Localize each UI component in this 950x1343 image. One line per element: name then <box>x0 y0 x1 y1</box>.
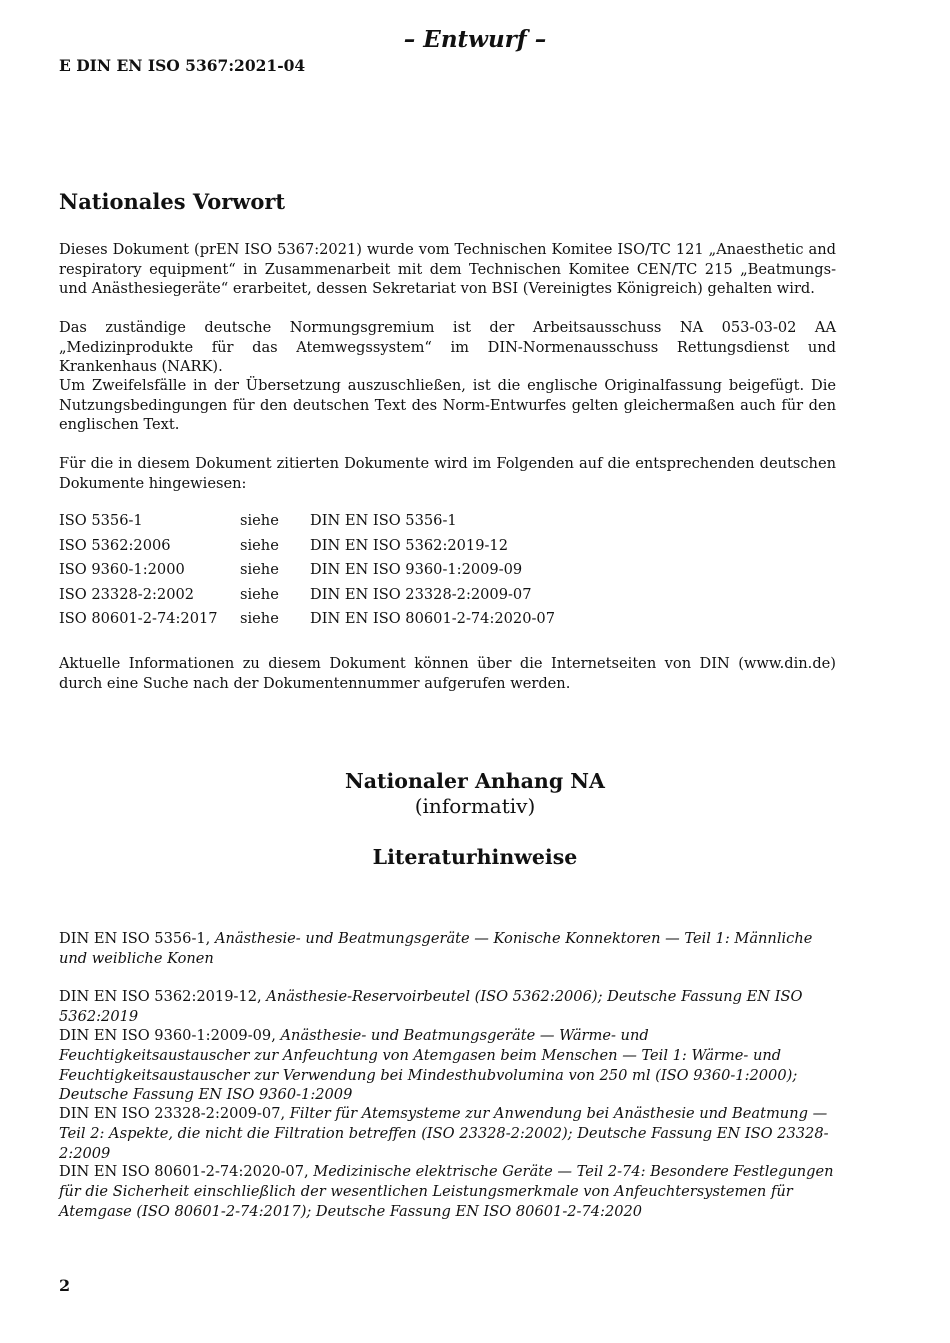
bibliography-ref: DIN EN ISO 9360-1:2009-09, <box>59 1027 276 1044</box>
foreword-paragraph-3: Um Zweifelsfälle in der Übersetzung auszuschließen, ist die englische Originalfassung beigefügt. Die Nutzungsbedingungen für den deutschen Text des Norm-Entwurfes gelten gleichermaßen auch für den englischen Text. <box>59 377 836 433</box>
foreword-paragraph-1: Dieses Dokument (prEN ISO 5367:2021) wurde vom Technischen Komitee ISO/TC 121 „Anaesthetic and respiratory equipment“ in Zusammenarbeit mit dem Technischen Komitee CEN/TC 215 „Beatmungs- und Anästhesiegeräte“ erarbeitet, dessen Sekretariat von BSI (Vereinigtes Königreich) gehalten wird. <box>59 241 836 297</box>
bibliography-entry <box>59 929 836 969</box>
reference-row <box>59 586 555 611</box>
reference-iso: ISO 5356-1 <box>59 512 143 529</box>
literature-title: Literaturhinweise <box>372 845 578 869</box>
foreword-closing-paragraph: Aktuelle Informationen zu diesem Dokument können über die Internetseiten von DIN (www.din.de) durch eine Suche nach der Dokumentennummer aufgerufen werden. <box>59 655 836 692</box>
bibliography-entry <box>59 1026 836 1105</box>
bibliography-ref: DIN EN ISO 23328-2:2009-07, <box>59 1105 286 1122</box>
reference-see: siehe <box>240 536 279 554</box>
bibliography-title: Anästhesie- und Beatmungsgeräte — Konische Konnektoren — Teil 1: Männliche und weibliche Konen <box>59 930 813 967</box>
bibliography-title: Anästhesie- und Beatmungsgeräte — Wärme- und Feuchtigkeitsaustauscher zur Anfeuchtung von Atemgasen beim Menschen — Teil 1: Wärme- und Feuchtigkeitsaustauscher zur Verwendung bei Mindesthubvolumina von 250 ml (ISO 9360-1:2000); Deutsche Fassung EN ISO 9360-1:2009 <box>59 1027 798 1104</box>
reference-see: siehe <box>240 561 279 578</box>
bibliography-entry <box>59 987 836 1027</box>
foreword-title: Nationales Vorwort <box>59 189 286 214</box>
annex-title: Nationaler Anhang NA <box>345 769 605 793</box>
document-id: E DIN EN ISO 5367:2021-04 <box>59 56 306 75</box>
reference-din: DIN EN ISO 9360-1:2009-09 <box>310 561 523 578</box>
bibliography-title: Anästhesie-Reservoirbeutel (ISO 5362:2006); Deutsche Fassung EN ISO 5362:2019 <box>59 988 803 1025</box>
reference-iso: ISO 80601-2-74:2017 <box>59 610 218 627</box>
foreword-paragraph-4: Für die in diesem Dokument zitierten Dokumente wird im Folgenden auf die entsprechenden deutschen Dokumente hingewiesen: <box>59 455 836 492</box>
reference-din: DIN EN ISO 5362:2019-12 <box>310 536 508 554</box>
reference-iso: ISO 5362:2006 <box>59 536 171 554</box>
reference-see: siehe <box>240 512 279 529</box>
reference-iso: ISO 23328-2:2002 <box>59 585 195 603</box>
bibliography-title: Medizinische elektrische Geräte — Teil 2-74: Besondere Festlegungen für die Sicherheit einschließlich der wesentlichen Leistungsmerkmale von Anfeuchtersystemen für Atemgase (ISO 80601-2-74:2017); Deutsche Fassung EN ISO 80601-2-74:2020 <box>59 1163 834 1220</box>
reference-row <box>59 561 555 586</box>
bibliography-entry <box>59 1104 836 1163</box>
bibliography-ref: DIN EN ISO 80601-2-74:2020-07, <box>59 1163 309 1180</box>
reference-iso: ISO 9360-1:2000 <box>59 561 185 578</box>
page-number: 2 <box>59 1276 71 1295</box>
reference-din: DIN EN ISO 80601-2-74:2020-07 <box>310 610 556 627</box>
reference-row <box>59 537 555 562</box>
foreword-paragraph-2: Das zuständige deutsche Normungsgremium ist der Arbeitsausschuss NA 053-03-02 AA „Medizinprodukte für das Atemwegssystem“ im DIN-Normenausschuss Rettungsdienst und Krankenhaus (NARK). <box>59 319 836 375</box>
annex-subtitle: (informativ) <box>414 794 536 818</box>
reference-row <box>59 512 555 537</box>
reference-table <box>59 512 555 635</box>
bibliography-title: Filter für Atemsysteme zur Anwendung bei Anästhesie und Beatmung — Teil 2: Aspekte, die nicht die Filtration betreffen (ISO 23328-2:2002); Deutsche Fassung EN ISO 23328-2:2009 <box>59 1105 829 1162</box>
reference-see: siehe <box>240 610 279 627</box>
reference-see: siehe <box>240 585 279 603</box>
draft-watermark-heading: – Entwurf – <box>403 26 547 53</box>
bibliography-ref: DIN EN ISO 5356-1, <box>59 930 211 947</box>
reference-din: DIN EN ISO 5356-1 <box>310 512 457 529</box>
reference-din: DIN EN ISO 23328-2:2009-07 <box>310 585 532 603</box>
bibliography-ref: DIN EN ISO 5362:2019-12, <box>59 988 262 1005</box>
bibliography-entry <box>59 1162 836 1221</box>
reference-row <box>59 610 555 635</box>
